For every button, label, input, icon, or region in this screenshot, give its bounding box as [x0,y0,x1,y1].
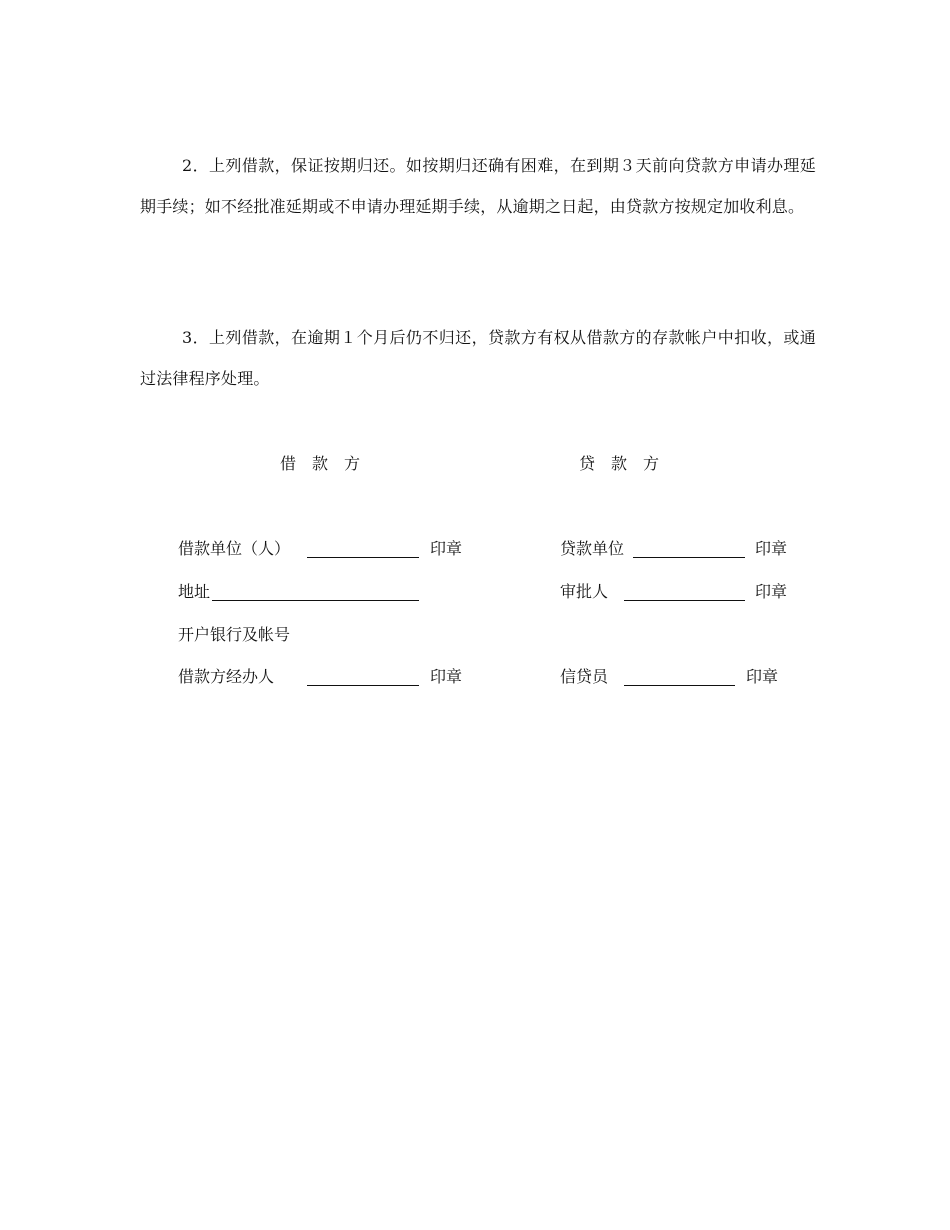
borrower-unit-blank[interactable] [307,557,419,558]
lender-credit-officer-seal: 印章 [746,667,779,686]
borrower-unit-seal: 印章 [430,539,463,558]
lender-approver-label: 审批人 [560,582,609,601]
clause-2-paragraph: 2．上列借款，保证按期归还。如按期归还确有困难，在到期３天前向贷款方申请办理延期手续；如不经批准延期或不申请办理延期手续，从逾期之日起，由贷款方按规定加收利息。 [140,156,816,216]
borrower-agent-blank[interactable] [307,685,419,686]
lender-approver-seal: 印章 [755,582,788,601]
borrower-agent-label: 借款方经办人 [178,667,275,686]
lender-unit-seal: 印章 [755,539,788,558]
borrower-agent-seal: 印章 [430,667,463,686]
lender-unit-label: 贷款单位 [560,539,625,558]
lender-unit-blank[interactable] [633,557,745,558]
lender-approver-blank[interactable] [624,600,745,601]
lender-credit-officer-label: 信贷员 [560,667,609,686]
borrower-unit-label: 借款单位（人） [178,539,291,558]
lender-heading: 贷 款 方 [579,454,660,473]
borrower-address-blank[interactable] [212,600,419,601]
lender-credit-officer-blank[interactable] [624,685,735,686]
borrower-heading: 借 款 方 [280,454,361,473]
borrower-address-label: 地址 [178,582,211,601]
borrower-bank-account-label: 开户银行及帐号 [178,625,291,644]
clause-3-paragraph: 3．上列借款，在逾期１个月后仍不归还，贷款方有权从借款方的存款帐户中扣收，或通过法律程序处理。 [140,328,816,388]
